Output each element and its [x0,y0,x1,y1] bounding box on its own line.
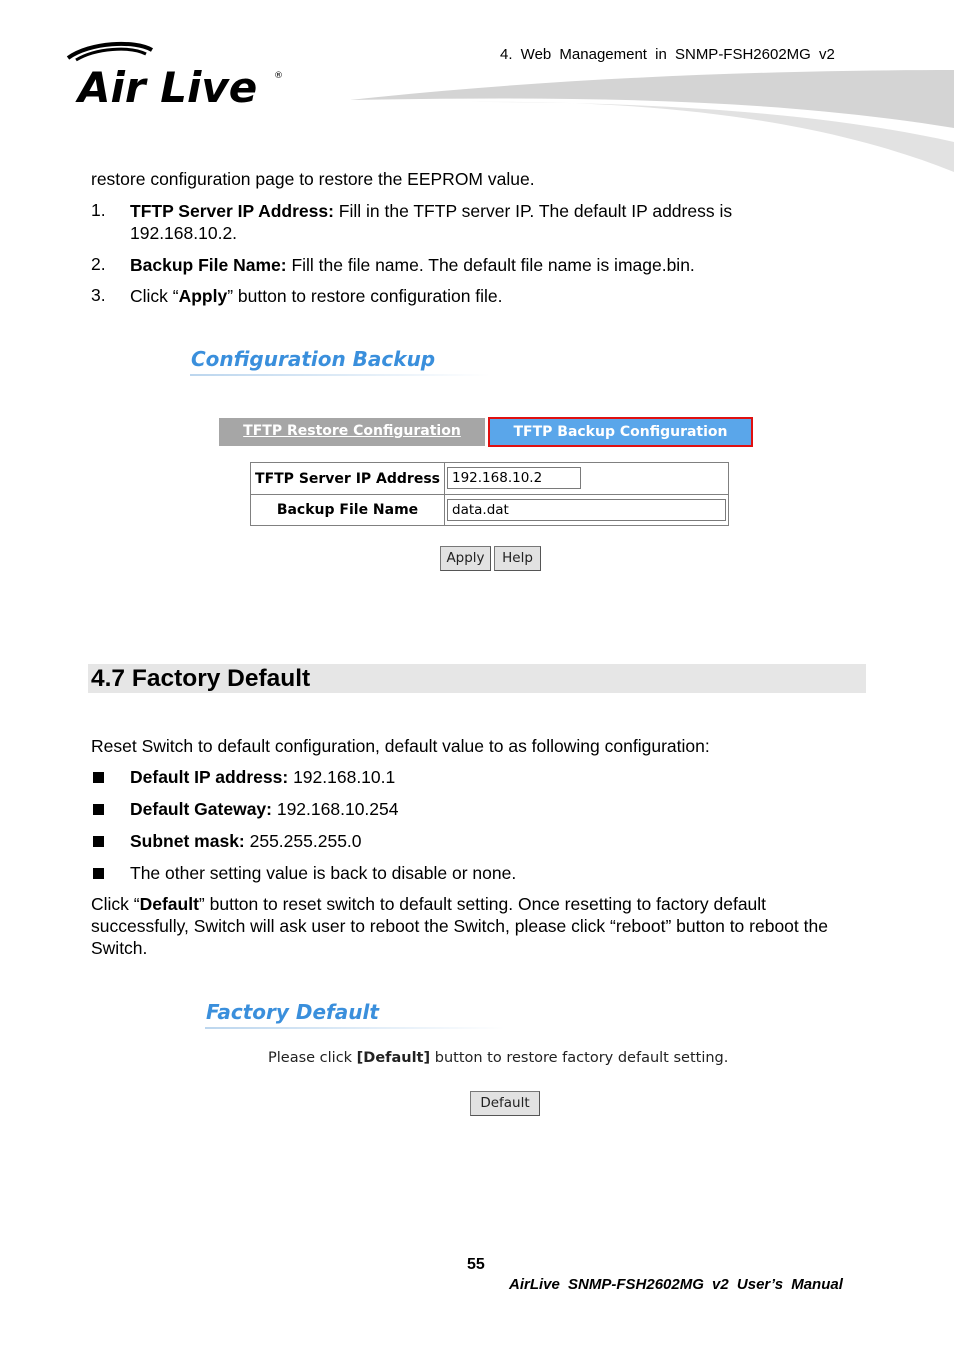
tftp-server-ip-label: TFTP Server IP Address [255,471,440,487]
bullet-item: The other setting value is back to disable or none. [130,863,517,883]
tab-tftp-backup[interactable]: TFTP Backup Configuration [488,417,753,447]
title-underline [205,1027,505,1029]
title-underline [190,374,490,376]
chapter-title: 4. Web Management in SNMP-FSH2602MG v2 [500,46,835,63]
factory-default-message: Please click [Default] button to restore factory default setting. [268,1050,729,1066]
bullet-item: Subnet mask: 255.255.255.0 [130,831,362,851]
step-text: TFTP Server IP Address: Fill in the TFTP server IP. The default IP address is 192.168.10.2. [130,201,733,243]
backup-panel-title: Configuration Backup [191,347,436,371]
step-number: 3. [91,285,106,305]
default-instructions: Click “Default” button to reset switch to default setting. Once resetting to factory default successfully, Switch will ask user to reboot the Switch, please click “reboot” button to reboot the Switch. [91,894,828,958]
step-text: Click “Apply” button to restore configuration file. [130,286,503,306]
step-number: 1. [91,200,106,220]
bullet-marker [93,804,104,815]
factory-panel-title: Factory Default [206,1000,379,1024]
airlive-logo [60,40,300,110]
bullet-marker [93,836,104,847]
bullet-item: Default IP address: 192.168.10.1 [130,767,396,787]
page-number: 55 [467,1256,485,1273]
backup-file-name-input[interactable]: data.dat [447,499,726,521]
bullet-item: Default Gateway: 192.168.10.254 [130,799,399,819]
help-button[interactable]: Help [494,546,541,571]
intro-paragraph: restore configuration page to restore the EEPROM value. [91,169,535,189]
manual-title: AirLive SNMP-FSH2602MG v2 User’s Manual [509,1276,843,1293]
default-button[interactable]: Default [470,1091,540,1116]
section-intro: Reset Switch to default configuration, default value to as following configuration: [91,736,710,756]
logo-text: Air Live [78,63,258,110]
header-swoosh-decoration [350,68,954,178]
backup-file-name-label: Backup File Name [276,502,419,518]
step-number: 2. [91,254,106,274]
bullet-marker [93,772,104,783]
apply-button[interactable]: Apply [440,546,491,571]
tab-tftp-restore[interactable]: TFTP Restore Configuration [219,418,485,446]
step-text: Backup File Name: Fill the file name. The default file name is image.bin. [130,255,695,275]
section-title: 4.7 Factory Default [91,665,311,692]
tftp-server-ip-input[interactable]: 192.168.10.2 [447,467,581,489]
bullet-marker [93,868,104,879]
svg-text:®: ® [274,71,283,81]
